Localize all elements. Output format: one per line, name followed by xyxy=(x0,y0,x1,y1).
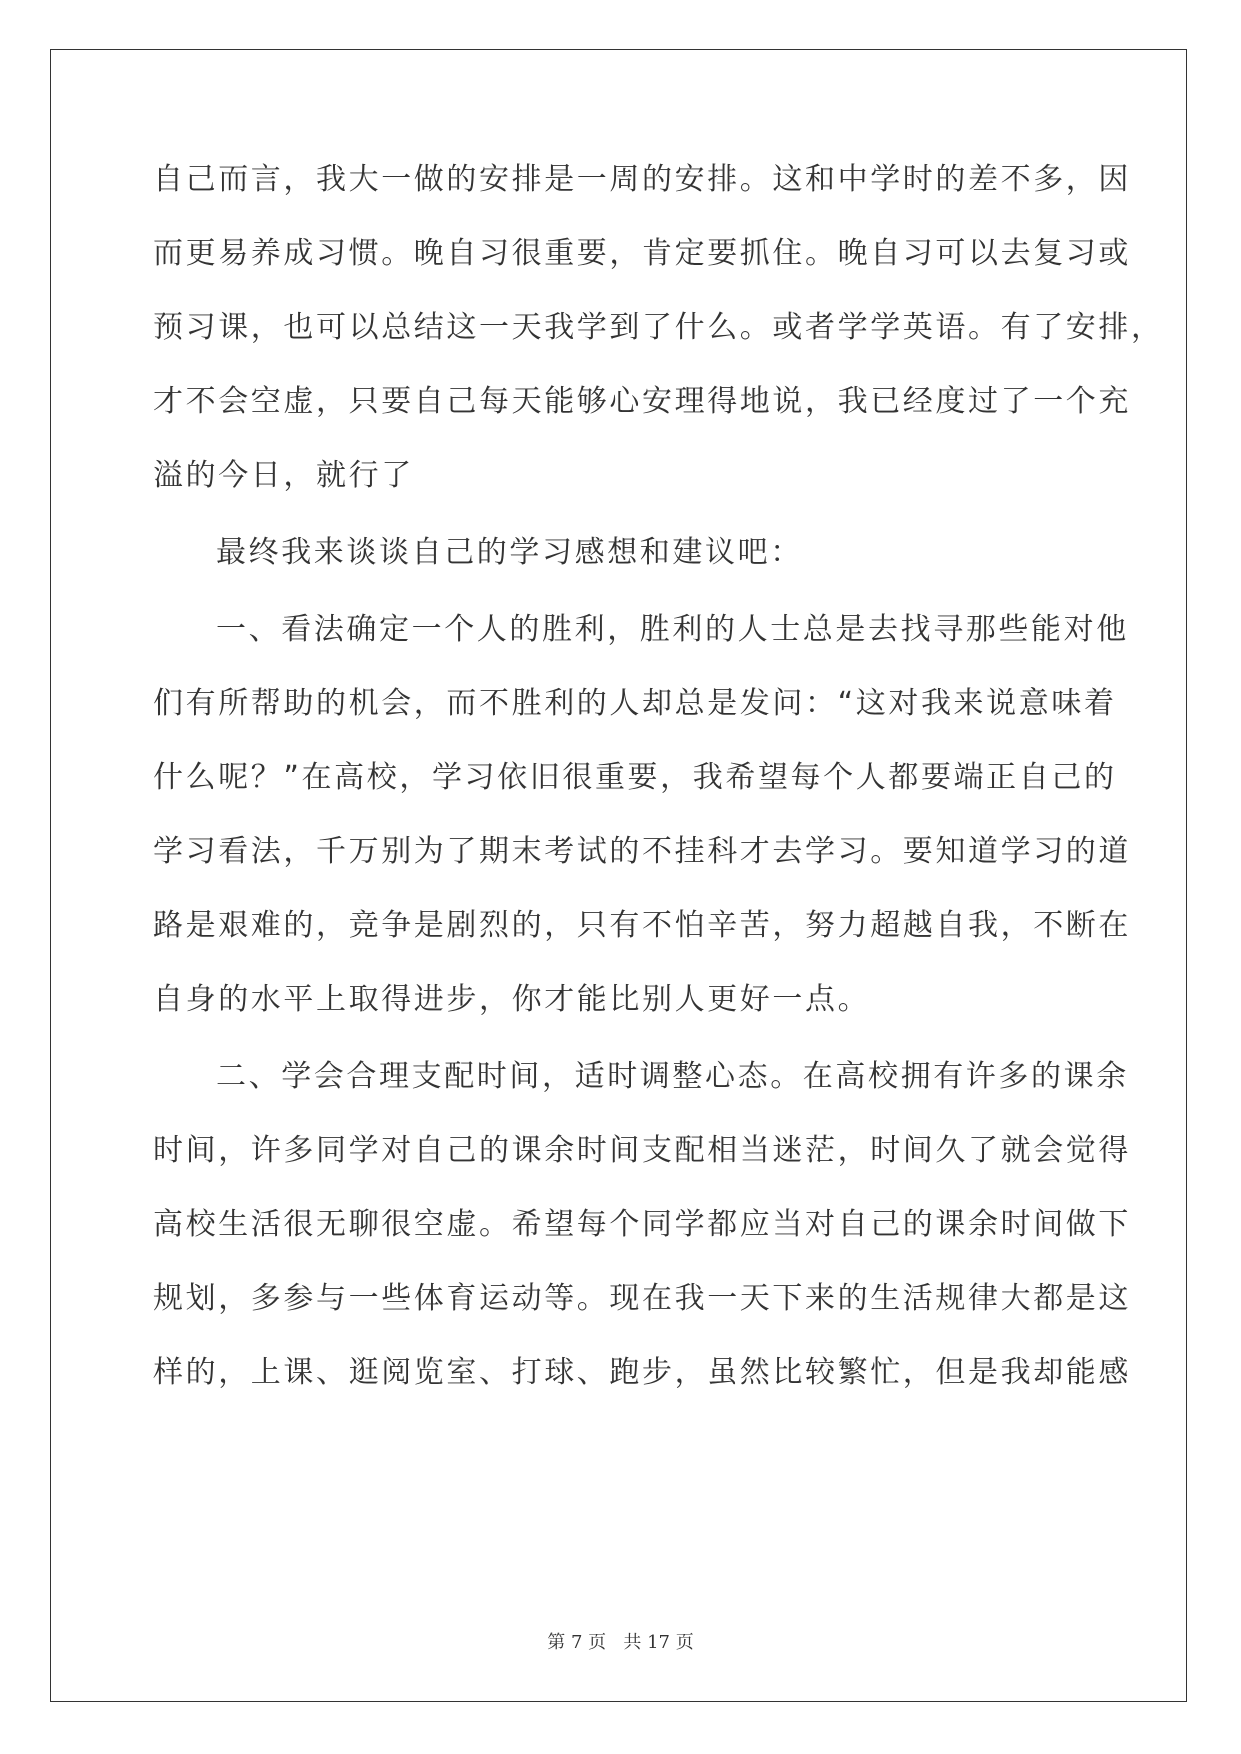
text-line-15: 高校生活很无聊很空虚。希望每个同学都应当对自己的课余时间做下 xyxy=(153,1207,1131,1242)
text-line-4: 才不会空虚，只要自己每天能够心安理得地说，我已经度过了一个充 xyxy=(153,384,1131,419)
text-line-12: 自身的水平上取得进步，你才能比别人更好一点。 xyxy=(153,982,871,1017)
text-line-9: 什么呢？”在高校，学习依旧很重要，我希望每个人都要端正自己的 xyxy=(153,760,1117,795)
text-line-8: 们有所帮助的机会，而不胜利的人却总是发问：“这对我来说意味着 xyxy=(153,686,1117,721)
text-line-2: 而更易养成习惯。晚自习很重要，肯定要抓住。晚自习可以去复习或 xyxy=(153,236,1131,271)
page-number-footer: 第 7 页 共 17 页 xyxy=(547,1632,694,1653)
page-border xyxy=(50,49,1187,1702)
text-line-1: 自己而言，我大一做的安排是一周的安排。这和中学时的差不多，因 xyxy=(153,162,1131,197)
text-line-5: 溢的今日，就行了 xyxy=(153,458,414,493)
text-line-11: 路是艰难的，竞争是剧烈的，只有不怕辛苦，努力超越自我，不断在 xyxy=(153,908,1131,943)
text-line-10: 学习看法，千万别为了期末考试的不挂科才去学习。要知道学习的道 xyxy=(153,834,1131,869)
text-line-14: 时间，许多同学对自己的课余时间支配相当迷茫，时间久了就会觉得 xyxy=(153,1133,1131,1168)
text-line-13: 二、学会合理支配时间，适时调整心态。在高校拥有许多的课余 xyxy=(216,1059,1129,1094)
text-line-3: 预习课，也可以总结这一天我学到了什么。或者学学英语。有了安排， xyxy=(153,310,1164,345)
paragraph-heading-suggestions: 最终我来谈谈自己的学习感想和建议吧： xyxy=(216,535,803,570)
text-line-16: 规划，多参与一些体育运动等。现在我一天下来的生活规律大都是这 xyxy=(153,1281,1131,1316)
text-line-17: 样的，上课、逛阅览室、打球、跑步，虽然比较繁忙，但是我却能感 xyxy=(153,1355,1131,1390)
text-line-7: 一、看法确定一个人的胜利，胜利的人士总是去找寻那些能对他 xyxy=(216,612,1129,647)
